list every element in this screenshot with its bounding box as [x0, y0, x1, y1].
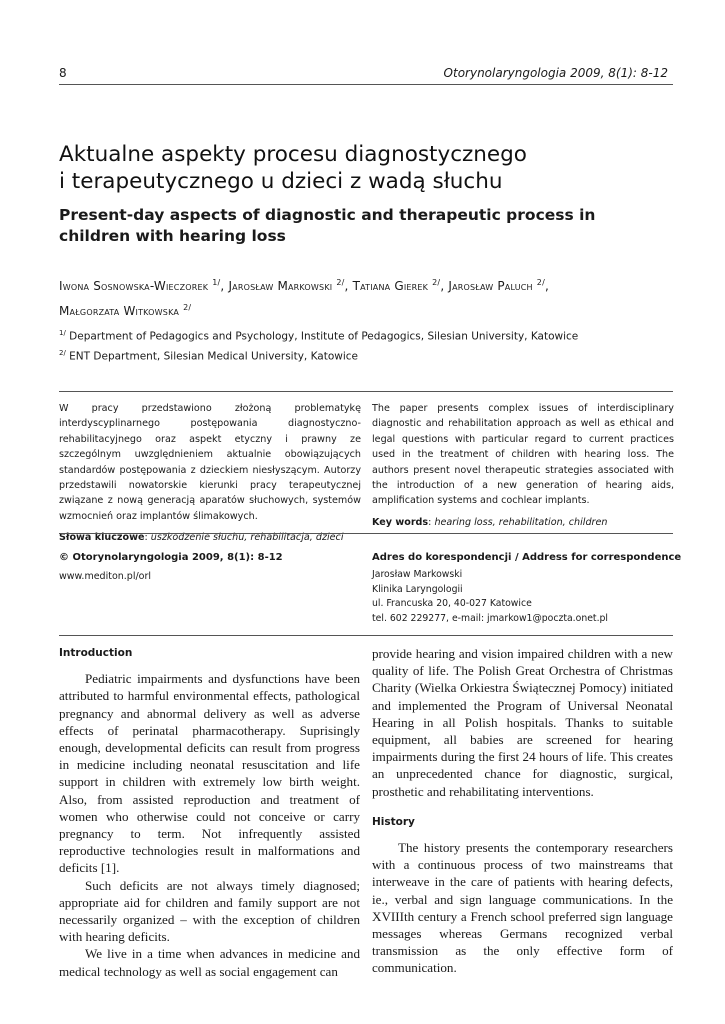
abstract-polish: [59, 401, 361, 546]
correspondence-address: ul. Francuska 20, 40-027 Katowice: [372, 598, 532, 609]
affiliation: $^{2/}$ ENT Department, Silesian Medical University, Katowice: [59, 348, 359, 362]
title-pl-line2: i terapeutycznego u dzieci z wadą słuchu: [59, 169, 503, 194]
abstract-en-text: The paper presents complex issues of interdisciplinary diagnostic and rehabilitation approach as well as ethical and legal questions with particular regard to current practices used in the treatment of children with hearing loss. The authors present novel therapeutic strategies associated with the introduction of a new generation of hearing aids, amplification systems and cochlear implants.: [372, 403, 674, 507]
body-column-right: [372, 645, 673, 977]
correspondence-details: [372, 568, 608, 626]
paragraph: Such deficits are not always timely diagnosed; appropriate aid for children and family support are not necessarily organized – with the exception of children with hearing deficits.: [59, 877, 360, 945]
journal-header: Otorynolaryngologia 2009, 8(1): 8-12: [443, 66, 668, 80]
journal-website-link[interactable]: www.mediton.pl/orl: [59, 571, 152, 582]
affiliations: [59, 325, 669, 364]
correspondence-contact: tel. 602 229277, e-mail: jmarkow1@poczta.onet.pl: [372, 612, 609, 624]
correspondence-institution: Klinika Laryngologii: [372, 583, 463, 595]
author: Małgorzata Witkowska $^{2/}$: [59, 303, 192, 318]
abstract-pl-text: W pracy przedstawiono złożoną problematykę interdyscyplinarnego postępowania diagnostyczno-rehabilitacyjnego oraz aspekt etyczny i prawny ze szczególnym uwzględnieniem aktualnie obowiązujących standardów postępowania z dzieckiem niesłyszącym. Autorzy przedstawili nowatorskie kierunki pracy terapeutycznej związane z nową generacją aparatów słuchowych, systemów wzmocnień oraz implantów ślimakowych.: [59, 403, 361, 522]
correspondence-name: Jarosław Markowski: [372, 569, 463, 580]
header-rule: [59, 84, 673, 85]
author: Iwona Sosnowska-Wieczorek $^{1/}$,: [59, 278, 229, 293]
abstract-top-rule: [59, 391, 673, 392]
section-heading-introduction: Introduction: [59, 647, 133, 659]
abstract-english: [372, 401, 674, 530]
correspondence-heading: Adres do korespondencji / Address for correspondence: [372, 552, 682, 563]
body-top-rule: [59, 635, 673, 636]
section-heading-history: History: [372, 815, 415, 828]
author: Jarosław Markowski $^{2/}$,: [228, 278, 353, 293]
keywords-english: Key words: hearing loss, rehabilitation, children: [372, 516, 608, 528]
author: Tatiana Gierek $^{2/}$,: [352, 278, 449, 293]
keywords-polish: Słowa kluczowe: uszkodzenie słuchu, rehabilitacja, dzieci: [59, 532, 344, 544]
title-pl-line1: Aktualne aspekty procesu diagnostycznego: [59, 142, 527, 167]
article-title-polish: [59, 141, 669, 195]
article-title-english: Present-day aspects of diagnostic and therapeutic process in children with hearing loss: [59, 206, 596, 245]
paragraph: provide hearing and vision impaired children with a new quality of life. The Polish Great Orchestra of Christmas Charity (Wielka Orkiestra Świątecznej Pomocy) initiated and implemented the Program of Universal Neonatal Hearing in all Polish hospitals. Thanks to suitable equipment, all babies are screened for hearing impairments during the first 24 hours of life. This creates an unprecedented chance for diagnostic, surgical, prosthetic and rehabilitating interventions.: [372, 646, 673, 799]
abstract-bottom-rule: [59, 533, 673, 534]
paragraph: We live in a time when advances in medicine and medical technology as well as social engagement can: [59, 946, 360, 979]
page-number: 8: [59, 66, 67, 80]
author-list: [59, 272, 669, 322]
author: Jarosław Paluch $^{2/}$,: [448, 278, 549, 293]
paragraph: Pediatric impairments and dysfunctions have been attributed to harmful environmental effects, pathological pregnancy and abnormal delivery as well as adverse effects of perinatal pharmacotherapy. Suprisingly enough, developmental deficits can result from progress in medicine including neonatal resuscitation and life support in children with extremely low birth weight. Also, from assisted reproduction and treatment of women who otherwise could not conceive or carry pregnancy to term. Not infrequently assisted reproductive technologies result in malformations and deficits [1].: [59, 671, 360, 876]
copyright-notice: © Otorynolaryngologia 2009, 8(1): 8-12: [59, 552, 283, 563]
body-column-left: [59, 645, 360, 980]
affiliation: $^{1/}$ Department of Pedagogics and Psychology, Institute of Pedagogics, Silesian University, Katowice: [59, 329, 579, 343]
paragraph: The history presents the contemporary researchers with a continuous process of two mainstreams that interweave in the care of patients with hearing defects, ie., verbal and sign language communications. In the XVIIIth century a French school preferred sign language messages whereas Germans recognized verbal transmission as the only effective form of communication.: [372, 840, 673, 976]
